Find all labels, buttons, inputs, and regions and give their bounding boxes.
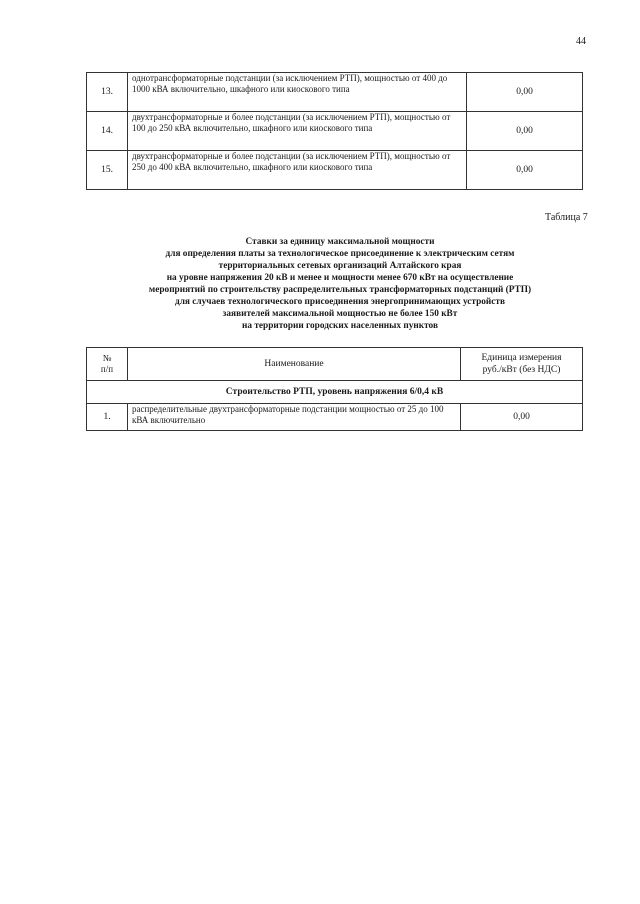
table-caption: Таблица 7 (545, 212, 588, 223)
heading-line: мероприятий по строительству распределительных трансформаторных подстанций (РТП) (148, 285, 532, 295)
header-unit-line2: руб./кВт (без НДС) (482, 365, 561, 375)
table-row (87, 112, 583, 151)
row-number: 13. (87, 73, 128, 112)
heading-line: на уровне напряжения 20 кВ и менее и мощности менее 670 кВт на осуществление (166, 273, 514, 283)
heading-line: на территории городских населенных пунктов (242, 321, 438, 331)
column-header-unit (461, 348, 583, 381)
heading-line: для определения платы за технологическое присоединение к электрическим сетям (165, 249, 515, 259)
row-name: распределительные двухтрансформаторные подстанции мощностью от 25 до 100 кВА включительно (128, 404, 461, 431)
table-row (87, 151, 583, 190)
row-value: 0,00 (467, 151, 583, 190)
row-number: 14. (87, 112, 128, 151)
row-number: 15. (87, 151, 128, 190)
row-value: 0,00 (467, 73, 583, 112)
header-num-line2: п/п (100, 364, 114, 374)
table-row (87, 404, 583, 431)
tariff-table-continuation (86, 72, 583, 190)
heading-line: для случаев технологического присоединения энергопринимающих устройств (175, 297, 505, 307)
row-name: однотрансформаторные подстанции (за исключением РТП), мощностью от 400 до 1000 кВА включительно, шкафного или киоскового типа (128, 73, 467, 112)
column-header-name: Наименование (128, 348, 461, 381)
tariff-table-7 (86, 347, 583, 431)
page-number: 44 (576, 36, 586, 47)
row-name: двухтрансформаторные и более подстанции (за исключением РТП), мощностью от 250 до 400 кВА включительно, шкафного или киоскового типа (128, 151, 467, 190)
heading-line: заявителей максимальной мощностью не более 150 кВт (222, 309, 458, 319)
section-row (87, 381, 583, 404)
row-number: 1. (87, 404, 128, 431)
table-heading (80, 236, 600, 332)
heading-line: территориальных сетевых организаций Алтайского края (218, 261, 462, 271)
table-row (87, 73, 583, 112)
header-num-line1: № (102, 353, 112, 363)
row-value: 0,00 (467, 112, 583, 151)
header-row (87, 348, 583, 381)
column-header-number (87, 348, 128, 381)
section-title: Строительство РТП, уровень напряжения 6/0,4 кВ (87, 381, 583, 404)
row-name: двухтрансформаторные и более подстанции (за исключением РТП), мощностью от 100 до 250 кВА включительно, шкафного или киоскового типа (128, 112, 467, 151)
row-value: 0,00 (461, 404, 583, 431)
heading-line: Ставки за единицу максимальной мощности (245, 237, 435, 247)
header-unit-line1: Единица измерения (481, 353, 562, 363)
